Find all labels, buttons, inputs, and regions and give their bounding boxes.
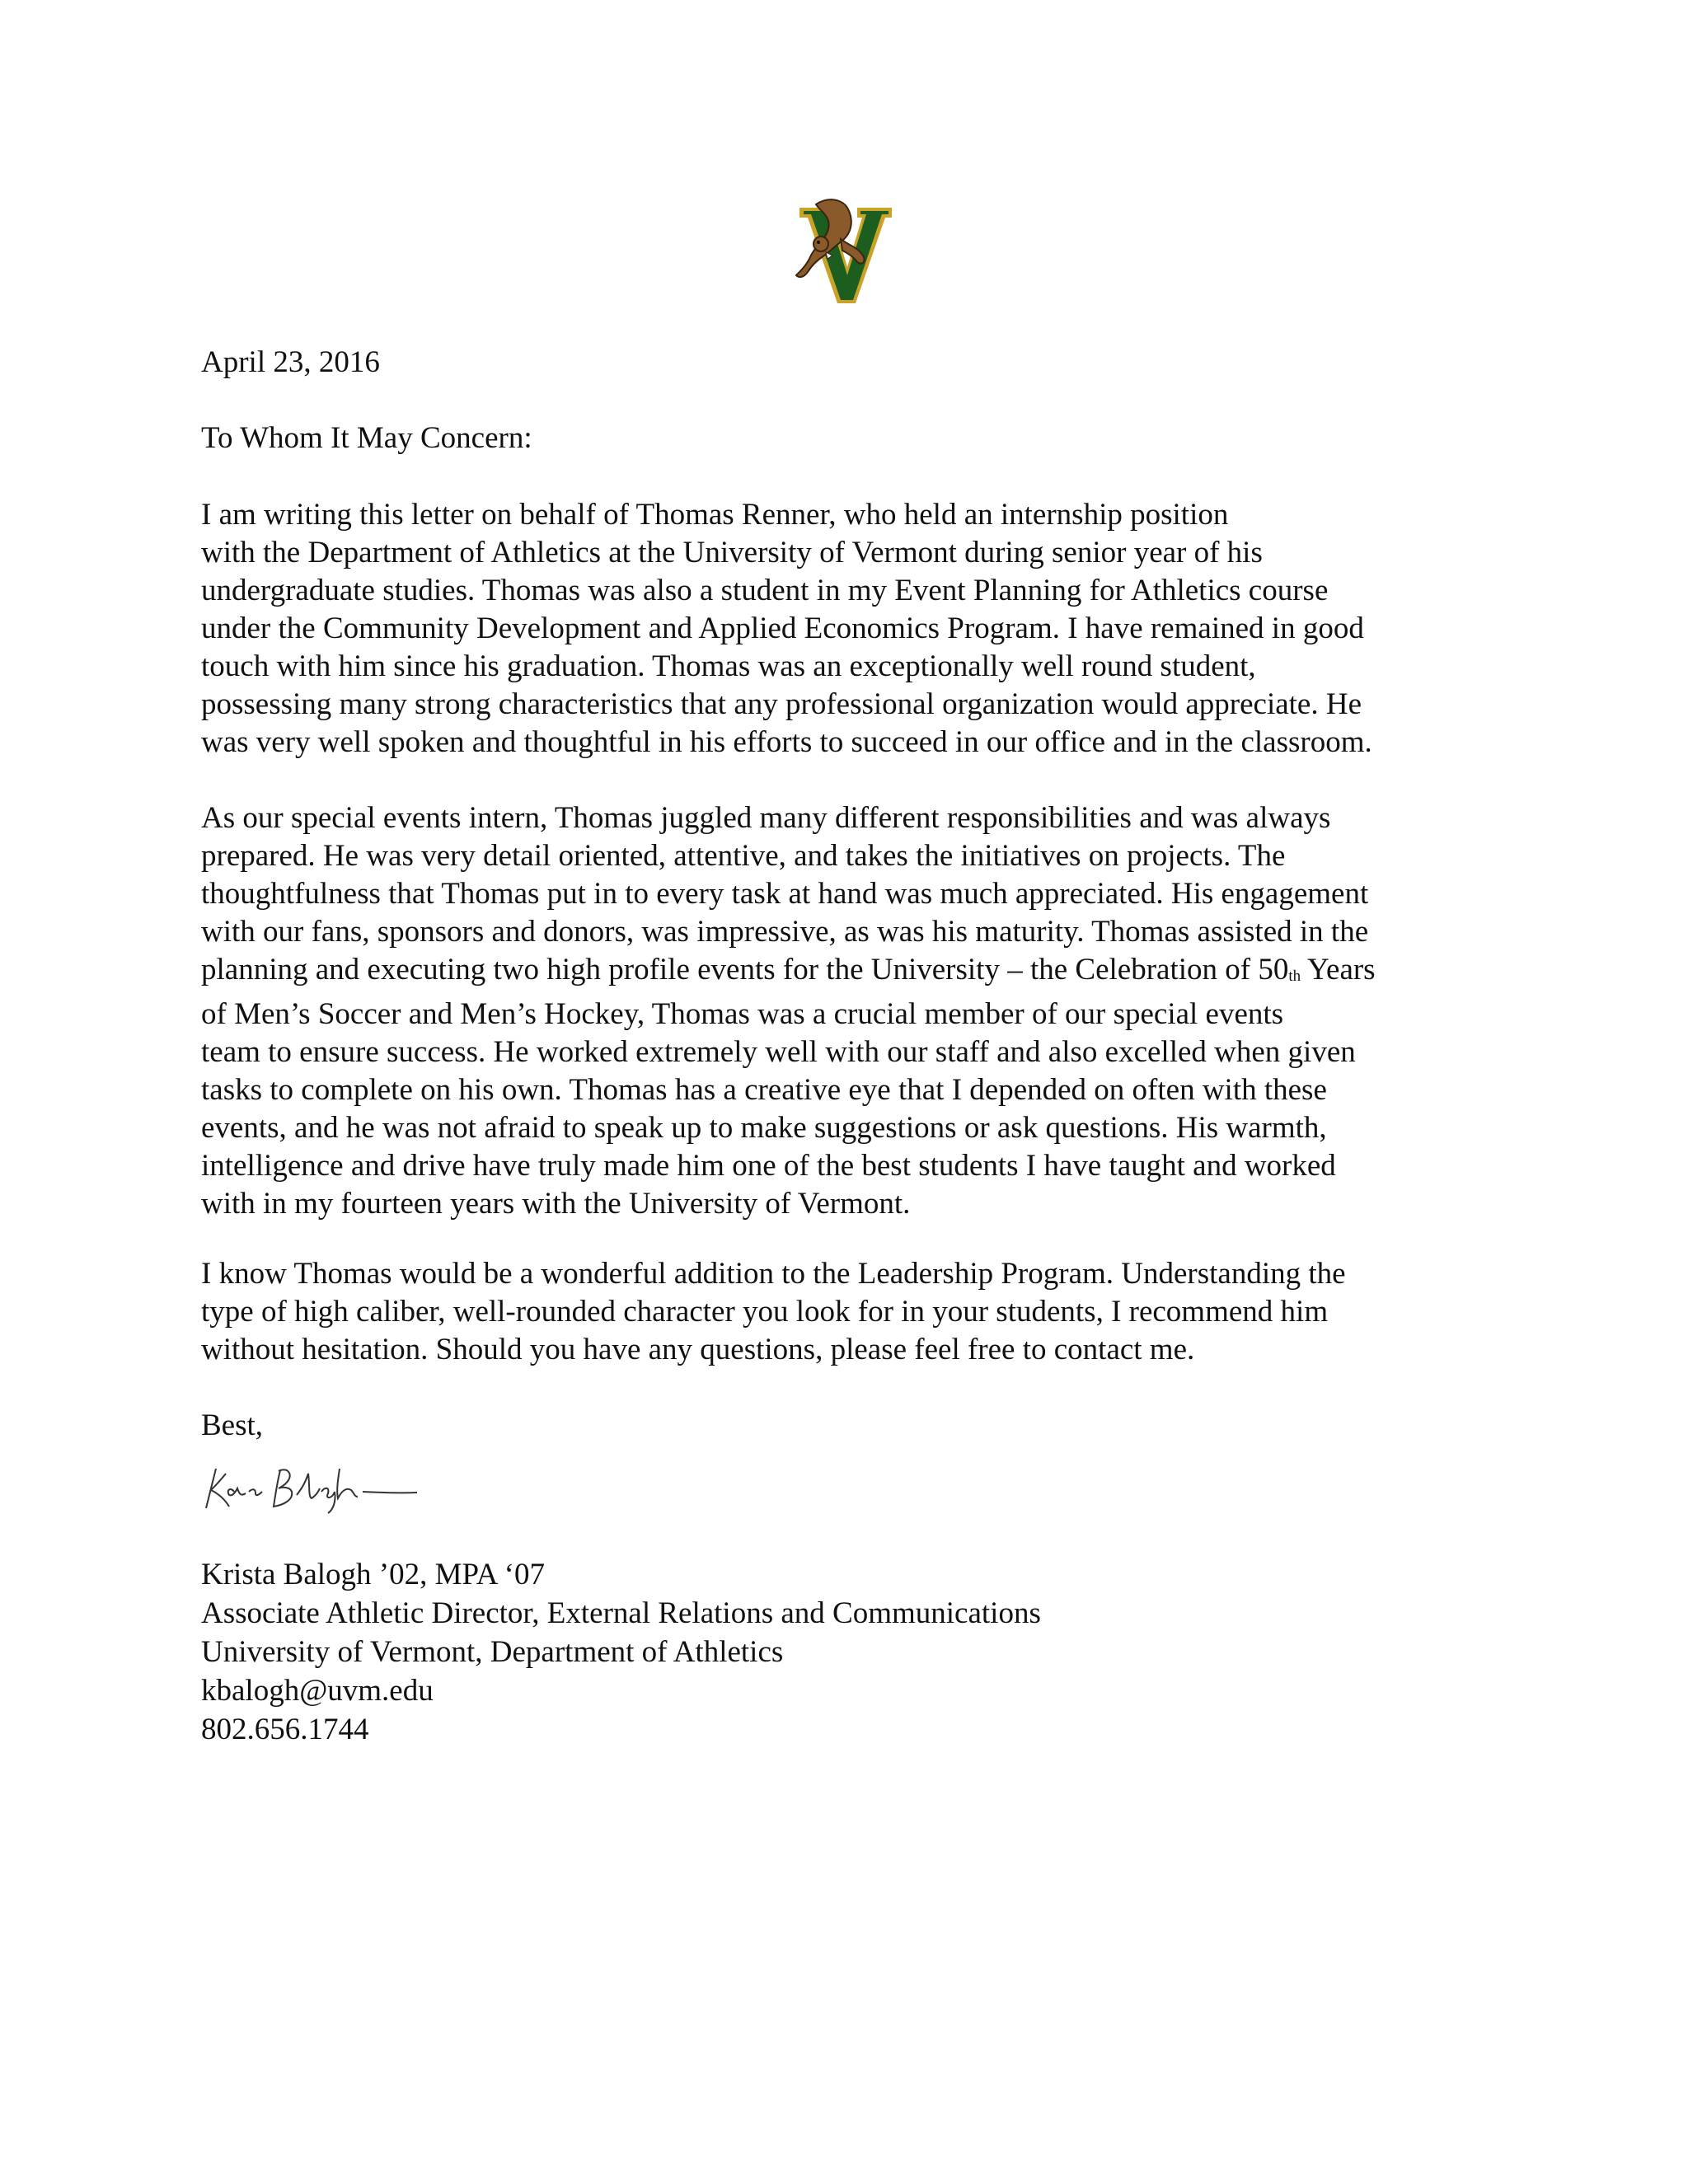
paragraph-line: team to ensure success. He worked extremely well with our staff and also excelled when given [201, 1035, 1356, 1069]
paragraph-line: of Men’s Soccer and Men’s Hockey, Thomas was a crucial member of our special events [201, 997, 1284, 1031]
signer-title: Associate Athletic Director, External Relations and Communications [201, 1596, 1041, 1630]
paragraph-line-with-ordinal [201, 951, 1376, 996]
signature-block [201, 1555, 1041, 1749]
paragraph-line: under the Community Development and Applied Economics Program. I have remained in good [201, 612, 1364, 645]
paragraph-line: undergraduate studies. Thomas was also a student in my Event Planning for Athletics course [201, 574, 1329, 607]
signer-phone: 802.656.1744 [201, 1713, 369, 1746]
letter-salutation: To Whom It May Concern: [201, 421, 532, 455]
handwritten-signature [201, 1459, 424, 1516]
paragraph-line: events, and he was not afraid to speak up to make suggestions or ask questions. His warmth, [201, 1111, 1327, 1145]
paragraph-line: type of high caliber, well-rounded character you look for in your students, I recommend him [201, 1295, 1329, 1329]
paragraph-line: thoughtfulness that Thomas put in to every task at hand was much appreciated. His engagement [201, 877, 1369, 911]
paragraph-line: possessing many strong characteristics that any professional organization would appreciate. He [201, 687, 1362, 721]
paragraph-line: with the Department of Athletics at the University of Vermont during senior year of his [201, 536, 1263, 569]
paragraph-line: intelligence and drive have truly made him one of the best students I have taught and worked [201, 1149, 1336, 1183]
uvm-catamount-logo [783, 196, 907, 312]
paragraph-line: with in my fourteen years with the University of Vermont. [201, 1187, 911, 1221]
paragraph-line: prepared. He was very detail oriented, attentive, and takes the initiatives on projects. The [201, 839, 1286, 873]
letter-date: April 23, 2016 [201, 345, 380, 379]
signer-name: Krista Balogh ’02, MPA ‘07 [201, 1558, 545, 1591]
letter-paragraph-3 [201, 1255, 1346, 1369]
ordinal-line-before: planning and executing two high profile events for the University – the Celebration of 50 [201, 953, 1289, 987]
paragraph-line: As our special events intern, Thomas juggled many different responsibilities and was always [201, 801, 1331, 835]
letter-paragraph-2 [201, 799, 1376, 1223]
letter-paragraph-1 [201, 496, 1372, 762]
signer-organization: University of Vermont, Department of Athletics [201, 1635, 784, 1669]
ordinal-suffix: th [1288, 968, 1301, 985]
paragraph-line: with our fans, sponsors and donors, was impressive, as was his maturity. Thomas assisted in the [201, 915, 1369, 949]
signer-email: kbalogh@uvm.edu [201, 1674, 434, 1708]
ordinal-line-after: Years [1301, 953, 1376, 987]
paragraph-line: touch with him since his graduation. Thomas was an exceptionally well round student, [201, 649, 1256, 683]
paragraph-line: I know Thomas would be a wonderful addition to the Leadership Program. Understanding the [201, 1257, 1346, 1291]
letter-closing: Best, [201, 1408, 264, 1442]
paragraph-line: without hesitation. Should you have any questions, please feel free to contact me. [201, 1333, 1195, 1366]
paragraph-line: I am writing this letter on behalf of Thomas Renner, who held an internship position [201, 498, 1229, 532]
paragraph-line: tasks to complete on his own. Thomas has a creative eye that I depended on often with these [201, 1073, 1327, 1107]
paragraph-line: was very well spoken and thoughtful in his efforts to succeed in our office and in the classroom. [201, 725, 1372, 759]
